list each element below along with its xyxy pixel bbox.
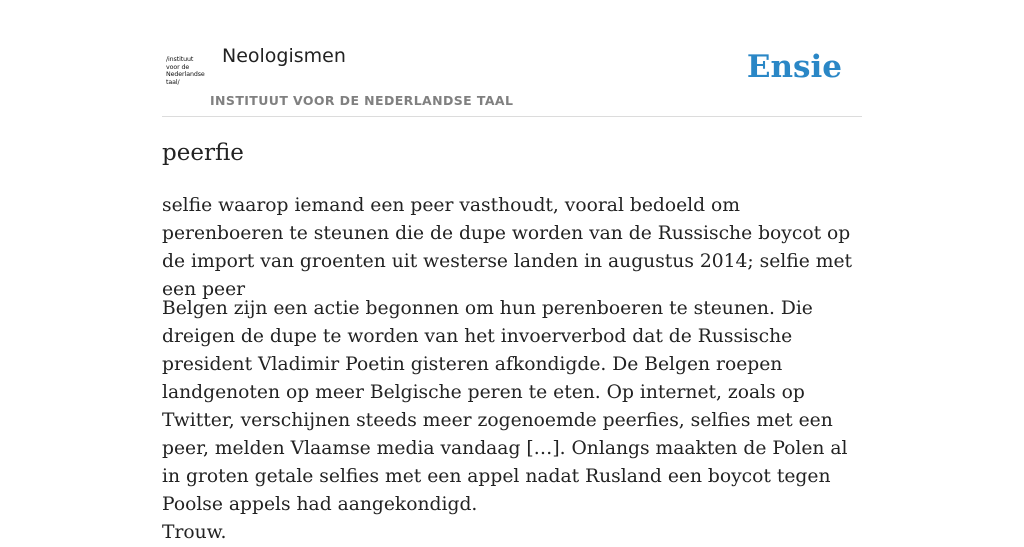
site-header xyxy=(162,0,862,117)
entry-definition: selfie waarop iemand een peer vasthoudt, vooral bedoeld om perenboeren te steunen die de dupe worden van de Russische boycot op de import van groenten uit westerse landen in augustus 2014; selfie met een peer xyxy=(162,195,853,300)
ensie-brand-link[interactable]: Ensie xyxy=(746,49,842,85)
site-title[interactable]: Neologismen xyxy=(222,45,346,67)
logo-line: Nederlandse xyxy=(166,71,205,79)
ivdnt-logo[interactable] xyxy=(166,56,208,86)
entry-title: peerfie xyxy=(162,140,244,166)
logo-line: voor de xyxy=(166,63,190,71)
site-subtitle: INSTITUUT VOOR DE NEDERLANDSE TAAL xyxy=(210,93,514,108)
logo-line: taal/ xyxy=(166,78,180,86)
example-source: Trouw. xyxy=(162,522,227,543)
page xyxy=(162,0,862,543)
logo-line: /instituut xyxy=(166,56,194,63)
entry-example xyxy=(162,295,862,547)
example-quote: Belgen zijn een actie begonnen om hun perenboeren te steunen. Die dreigen de dupe te worden van het invoerverbod dat de Russische president Vladimir Poetin gisteren afkondigde. De Belgen roepen landgenoten op meer Belgische peren te eten. Op internet, zoals op Twitter, verschijnen steeds meer zogenoemde peerfies, selfies met een peer, melden Vlaamse media vandaag […]. Onlangs maakten de Polen al in groten getale selfies met een appel nadat Rusland een boycot tegen Poolse appels had aangekondigd. xyxy=(162,298,848,515)
